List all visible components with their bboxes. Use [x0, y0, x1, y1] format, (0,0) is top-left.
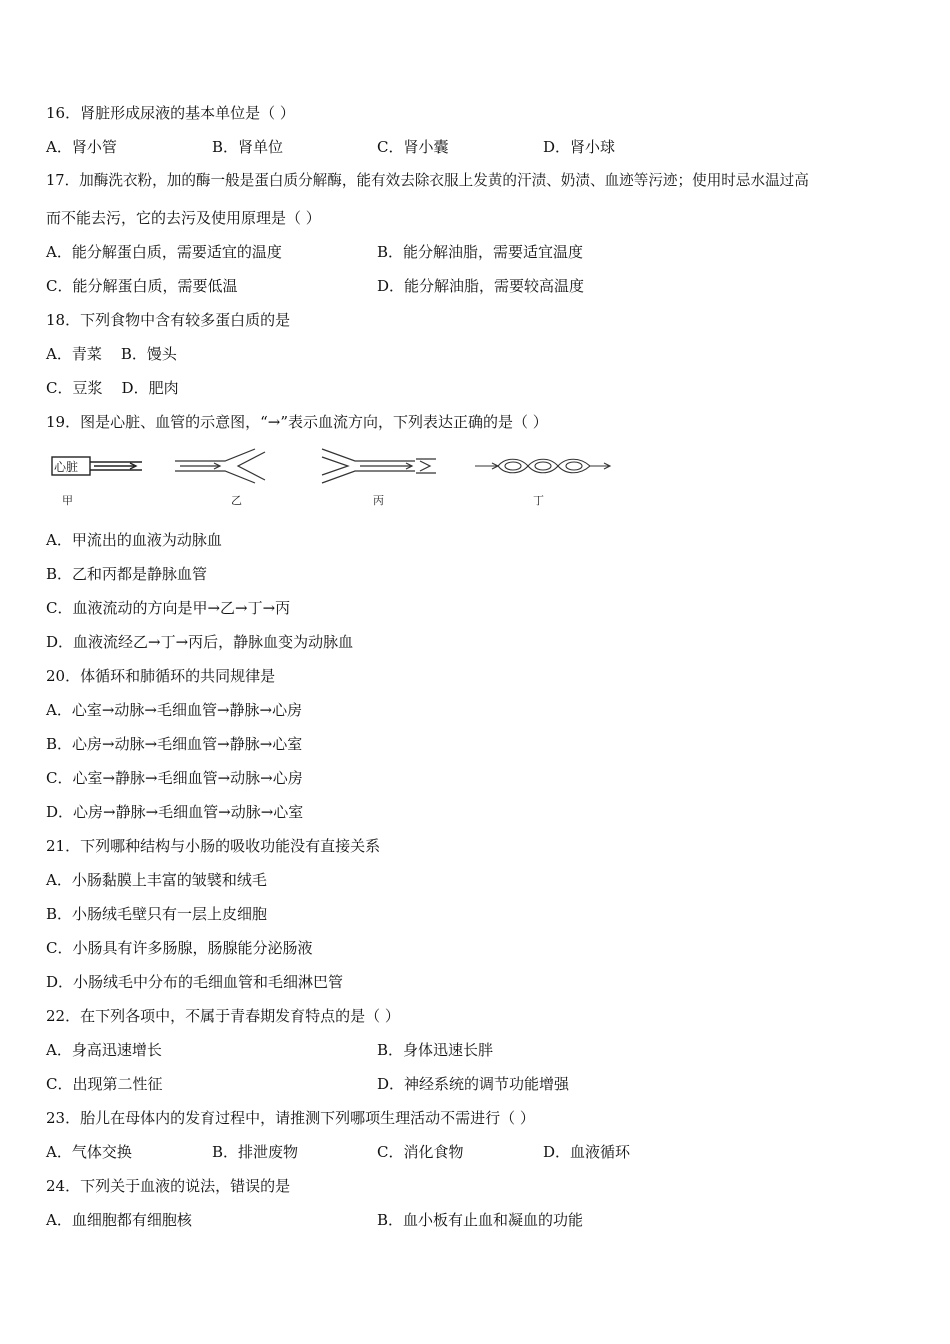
q22-option-c: C．出现第二性征: [46, 1075, 163, 1093]
q23-option-b: B．排泄废物: [212, 1143, 299, 1161]
q23-option-a: A．气体交换: [46, 1143, 132, 1161]
q17-stem-line2: 而不能去污，它的去污及使用原理是（ ）: [46, 209, 321, 227]
q16-stem: 16．肾脏形成尿液的基本单位是（ ）: [46, 104, 295, 122]
q21-option-a: A．小肠黏膜上丰富的皱襞和绒毛: [46, 871, 267, 889]
figure-ding-capillary: [475, 459, 610, 473]
q22-option-b: B．身体迅速长胖: [377, 1041, 494, 1059]
q17-stem-line1: 17．加酶洗衣粉，加的酶一般是蛋白质分解酶，能有效去除衣服上发黄的汗渍、奶渍、血迹等污迹；使用时忌水温过高: [46, 172, 809, 189]
q23-option-d: D．血液循环: [543, 1143, 631, 1161]
q16-option-d: D．肾小球: [543, 138, 616, 156]
q20-stem: 20．体循环和肺循环的共同规律是: [46, 667, 276, 685]
q24-option-a: A．血细胞都有细胞核: [46, 1211, 192, 1229]
q17-option-d: D．能分解油脂，需要较高温度: [377, 277, 585, 295]
q21-option-d: D．小肠绒毛中分布的毛细血管和毛细淋巴管: [46, 973, 344, 991]
q18-stem: 18．下列食物中含有较多蛋白质的是: [46, 311, 291, 329]
q21-option-b: B．小肠绒毛壁只有一层上皮细胞: [46, 905, 268, 923]
q22-stem: 22．在下列各项中，不属于青春期发育特点的是（ ）: [46, 1007, 400, 1025]
q18-options-row1: A．青菜 B．馒头: [46, 345, 177, 363]
caption-bing: 丙: [373, 494, 384, 507]
q22-option-a: A．身高迅速增长: [46, 1041, 162, 1059]
caption-jia: 甲: [62, 494, 73, 507]
q16-option-c: C．肾小囊: [377, 138, 449, 156]
heart-label: 心脏: [54, 460, 79, 474]
q21-option-c: C．小肠具有许多肠腺，肠腺能分泌肠液: [46, 939, 313, 957]
q17-option-b: B．能分解油脂，需要适宜温度: [377, 243, 584, 261]
figure-bing-vessel: [322, 449, 436, 483]
q23-stem: 23．胎儿在母体内的发育过程中，请推测下列哪项生理活动不需进行（ ）: [46, 1109, 535, 1127]
q19-stem: 19．图是心脏、血管的示意图，“→”表示血流方向，下列表达正确的是（ ）: [46, 413, 548, 431]
q19-option-d: D．血液流经乙→丁→丙后，静脉血变为动脉血: [46, 633, 354, 651]
q16-option-a: A．肾小管: [46, 138, 117, 156]
q24-stem: 24．下列关于血液的说法，错误的是: [46, 1177, 291, 1195]
q17-option-c: C．能分解蛋白质，需要低温: [46, 277, 238, 295]
q16-option-b: B．肾单位: [212, 138, 284, 156]
q19-option-b: B．乙和丙都是静脉血管: [46, 565, 208, 583]
q20-option-c: C．心室→静脉→毛细血管→动脉→心房: [46, 769, 303, 787]
figure-yi-vessel: [175, 449, 265, 483]
caption-ding: 丁: [533, 494, 544, 507]
q18-options-row2: C．豆浆 D．肥肉: [46, 379, 179, 397]
q21-stem: 21．下列哪种结构与小肠的吸收功能没有直接关系: [46, 837, 381, 855]
q24-option-b: B．血小板有止血和凝血的功能: [377, 1211, 584, 1229]
q20-option-b: B．心房→动脉→毛细血管→静脉→心室: [46, 735, 303, 753]
caption-yi: 乙: [231, 494, 242, 507]
q23-option-c: C．消化食物: [377, 1143, 464, 1161]
q19-option-c: C．血液流动的方向是甲→乙→丁→丙: [46, 599, 291, 617]
q20-option-a: A．心室→动脉→毛细血管→静脉→心房: [46, 701, 303, 719]
q19-option-a: A．甲流出的血液为动脉血: [46, 531, 222, 549]
q17-option-a: A．能分解蛋白质，需要适宜的温度: [46, 243, 282, 261]
q20-option-d: D．心房→静脉→毛细血管→动脉→心室: [46, 803, 304, 821]
q22-option-d: D．神经系统的调节功能增强: [377, 1075, 570, 1093]
